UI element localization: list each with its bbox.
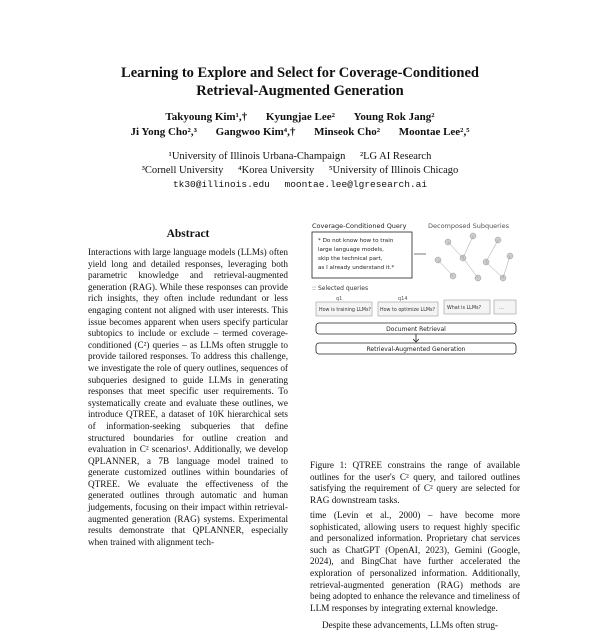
- affiliation: ⁴Korea University: [237, 165, 315, 176]
- author: Kyungjae Lee²: [265, 111, 335, 123]
- subqueries-label: Decomposed Subqueries: [428, 222, 510, 230]
- body-paragraph: time (Levin et al., 2000) – have become more sophisticated, allowing users to request highly specific and personalized information. Proprietary chat services such as ChatGPT (OpenAI, 2023), Gemini (Google, 2024), and BingChat have further accelerated the exploration of personalized information. Additionally, retrieval-augmented generation (RAG) methods are being adopted to enhance the relevance and timeliness of LLM responses by integrating external knowledge.: [310, 510, 520, 613]
- affiliation: ²LG AI Research: [359, 151, 432, 162]
- author-list: [0, 110, 600, 140]
- email-row: [0, 178, 600, 192]
- author: Moontae Lee²,⁵: [398, 126, 470, 138]
- affiliations: [0, 150, 600, 192]
- query-line: skip the technical part,: [318, 256, 383, 262]
- ellipsis-icon: ...: [499, 305, 504, 311]
- query-line: large language models,: [318, 247, 384, 253]
- author-row-1: [0, 110, 600, 125]
- affiliation: ⁵University of Illinois Chicago: [328, 165, 459, 176]
- author-row-2: [0, 125, 600, 140]
- email[interactable]: tk30@illinois.edu: [172, 179, 270, 190]
- affiliation-row-2: [0, 164, 600, 178]
- abstract-text: Interactions with large language models (LLMs) often yield long and detailed responses, leveraging both parametric knowledge and retrieval-augmented generation (RAG). While these responses can provide rich insights, they often include redundant or less engaging content not aligned with user interests. This issue becomes apparent when users specify particular subtopics to include or exclude – termed coverage-conditioned (C²) queries – as LLMs often struggle to provide tailored responses. To address this challenge, we investigate the role of query outlines, sequences of subqueries designed to guide LLMs in generating responses that meet specific user requirements. To systematically create and evaluate these outlines, we introduce QTREE, a dataset of 10K hierarchical sets of information-seeking subqueries that define structured boundaries for outline creation and evaluation in C² scenarios¹. Additionally, we develop QPLANNER, a 7B language model trained to generate customized outlines within boundaries of QTREE. We evaluate the effectiveness of the generated outlines through automatic and human judgements, focusing on their impact within retrieval-augmented generation (RAG) systems. Experimental results demonstrate that QPLANNER, especially when trained with alignment tech-: [88, 247, 288, 547]
- intro-body: [310, 510, 520, 632]
- q14-text: How to optimize LLMs?: [380, 308, 436, 313]
- figure-caption: Figure 1: QTREE constrains the range of available outlines for the user's C² query, and tailored outlines satisfying the requirement of C² query are selected for RAG downstream tasks.: [310, 460, 520, 505]
- author: Minseok Cho²: [314, 126, 381, 138]
- paper-title: [0, 64, 600, 100]
- selected-label: :: Selected queries: [312, 285, 369, 292]
- author: Gangwoo Kim⁴,†: [215, 126, 296, 138]
- query-line: * Do not know how to train: [318, 238, 394, 244]
- abstract-heading: Abstract: [166, 228, 210, 240]
- figure-1: [308, 220, 530, 356]
- ellipsis-box: [494, 300, 516, 314]
- q2-text: What is LLMs?: [447, 306, 482, 311]
- query-line: as I already understand it.*: [318, 265, 395, 271]
- author: Ji Yong Cho²,³: [130, 126, 197, 138]
- affiliation-row-1: [0, 150, 600, 164]
- title-line-1: Learning to Explore and Select for Coverage-Conditioned: [121, 65, 479, 81]
- email[interactable]: moontae.lee@lgresearch.ai: [284, 179, 428, 190]
- q14-id: q14: [398, 296, 408, 302]
- author: Young Rok Jang²: [353, 111, 435, 123]
- generation-label: Retrieval-Augmented Generation: [366, 346, 466, 353]
- q1-id: q1: [336, 296, 343, 302]
- author: Takyoung Kim¹,†: [165, 111, 248, 123]
- body-paragraph: Despite these advancements, LLMs often strug-: [322, 620, 499, 631]
- title-line-2: Retrieval-Augmented Generation: [196, 83, 404, 99]
- query-label: Coverage-Conditioned Query: [312, 222, 407, 230]
- abstract-body: [88, 247, 288, 548]
- q1-text: How is training LLMs?: [319, 308, 371, 313]
- affiliation: ¹University of Illinois Urbana-Champaign: [168, 151, 346, 162]
- retrieval-label: Document Retrieval: [386, 326, 446, 333]
- affiliation: ³Cornell University: [141, 165, 224, 176]
